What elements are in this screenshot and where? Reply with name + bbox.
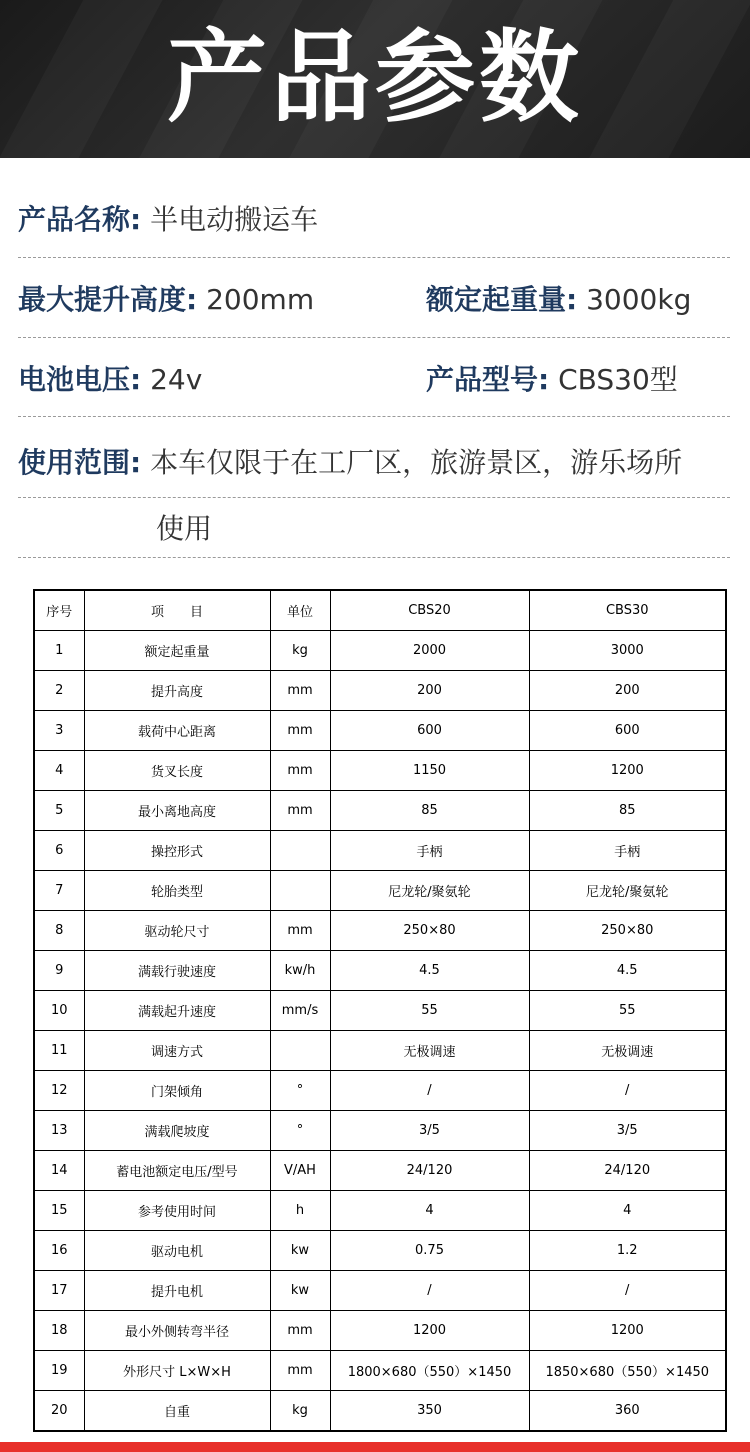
cell-index: 7 [35, 871, 84, 911]
cell-unit: mm [270, 751, 330, 791]
cell-cbs20: / [330, 1271, 529, 1311]
cell-item: 最小外侧转弯半径 [84, 1311, 270, 1351]
cell-item: 外形尺寸 L×W×H [84, 1351, 270, 1391]
cell-cbs20: 55 [330, 991, 529, 1031]
divider [18, 416, 730, 417]
max-lift-label: 最大提升高度: [18, 283, 198, 316]
cell-cbs30: 3/5 [529, 1111, 725, 1151]
cell-index: 15 [35, 1191, 84, 1231]
cell-cbs30: 手柄 [529, 831, 725, 871]
cell-cbs20: 1800×680（550）×1450 [330, 1351, 529, 1391]
cell-unit: kw [270, 1231, 330, 1271]
table-row [35, 911, 725, 951]
cell-cbs20: 手柄 [330, 831, 529, 871]
cell-item: 货叉长度 [84, 751, 270, 791]
cell-index: 16 [35, 1231, 84, 1271]
cell-cbs20: 3/5 [330, 1111, 529, 1151]
cell-cbs20: 4.5 [330, 951, 529, 991]
cell-unit: h [270, 1191, 330, 1231]
cell-cbs30: 85 [529, 791, 725, 831]
cell-cbs20: 350 [330, 1391, 529, 1431]
header-cell-unit: 单位 [270, 591, 330, 631]
cell-index: 20 [35, 1391, 84, 1431]
lift-load-row [18, 278, 730, 322]
cell-index: 3 [35, 711, 84, 751]
cell-cbs30: 4.5 [529, 951, 725, 991]
table-row [35, 1071, 725, 1111]
cell-cbs20: 尼龙轮/聚氨轮 [330, 871, 529, 911]
battery-label: 电池电压: [18, 363, 142, 396]
model-label: 产品型号: [426, 363, 550, 396]
cell-unit: kg [270, 1391, 330, 1431]
cell-unit: kw [270, 1271, 330, 1311]
cell-item: 额定起重量 [84, 631, 270, 671]
cell-item: 蓄电池额定电压/型号 [84, 1151, 270, 1191]
cell-item: 满载行驶速度 [84, 951, 270, 991]
battery-model-row [18, 358, 730, 402]
cell-cbs20: 1200 [330, 1311, 529, 1351]
cell-unit [270, 1031, 330, 1071]
cell-cbs20: 200 [330, 671, 529, 711]
table-row [35, 1311, 725, 1351]
cell-unit: kg [270, 631, 330, 671]
table-row [35, 751, 725, 791]
cell-cbs20: 无极调速 [330, 1031, 529, 1071]
cell-index: 17 [35, 1271, 84, 1311]
cell-cbs20: 85 [330, 791, 529, 831]
cell-cbs30: 55 [529, 991, 725, 1031]
cell-cbs20: 0.75 [330, 1231, 529, 1271]
cell-index: 5 [35, 791, 84, 831]
cell-item: 最小离地高度 [84, 791, 270, 831]
cell-index: 9 [35, 951, 84, 991]
cell-item: 调速方式 [84, 1031, 270, 1071]
cell-index: 11 [35, 1031, 84, 1071]
divider [18, 557, 730, 558]
table-row [35, 1391, 725, 1431]
cell-item: 驱动电机 [84, 1231, 270, 1271]
cell-cbs30: 尼龙轮/聚氨轮 [529, 871, 725, 911]
cell-unit: mm [270, 671, 330, 711]
cell-index: 10 [35, 991, 84, 1031]
cell-cbs30: 1.2 [529, 1231, 725, 1271]
cell-index: 14 [35, 1151, 84, 1191]
cell-unit: mm [270, 711, 330, 751]
cell-cbs30: 24/120 [529, 1151, 725, 1191]
table-row [35, 671, 725, 711]
cell-cbs20: / [330, 1071, 529, 1111]
cell-item: 满载爬坡度 [84, 1111, 270, 1151]
page-header [0, 0, 750, 158]
cell-item: 自重 [84, 1391, 270, 1431]
cell-index: 13 [35, 1111, 84, 1151]
divider [18, 337, 730, 338]
cell-item: 参考使用时间 [84, 1191, 270, 1231]
usage-value-line1: 本车仅限于在工厂区，旅游景区，游乐场所 [150, 446, 683, 479]
product-name-value: 半电动搬运车 [150, 203, 319, 236]
cell-unit [270, 831, 330, 871]
table-row [35, 1351, 725, 1391]
cell-unit: kw/h [270, 951, 330, 991]
product-name-row [18, 198, 730, 242]
rated-load-label: 额定起重量: [426, 283, 578, 316]
cell-item: 操控形式 [84, 831, 270, 871]
table-row [35, 631, 725, 671]
cell-item: 提升高度 [84, 671, 270, 711]
table-row [35, 1231, 725, 1271]
table-row [35, 1271, 725, 1311]
cell-index: 19 [35, 1351, 84, 1391]
cell-unit: V/AH [270, 1151, 330, 1191]
product-name-label: 产品名称: [18, 203, 142, 236]
accent-bar [0, 1442, 750, 1452]
divider [18, 257, 730, 258]
cell-cbs20: 4 [330, 1191, 529, 1231]
cell-unit: mm/s [270, 991, 330, 1031]
cell-cbs30: 250×80 [529, 911, 725, 951]
cell-item: 满载起升速度 [84, 991, 270, 1031]
cell-cbs30: 600 [529, 711, 725, 751]
page-title: 产品参数 [167, 18, 583, 136]
cell-cbs30: 200 [529, 671, 725, 711]
table-row [35, 1031, 725, 1071]
cell-cbs30: 无极调速 [529, 1031, 725, 1071]
table-row [35, 871, 725, 911]
cell-cbs20: 2000 [330, 631, 529, 671]
cell-index: 6 [35, 831, 84, 871]
cell-item: 轮胎类型 [84, 871, 270, 911]
table-row [35, 1151, 725, 1191]
cell-cbs20: 24/120 [330, 1151, 529, 1191]
usage-row-continued [156, 507, 716, 551]
divider [18, 497, 730, 498]
cell-item: 提升电机 [84, 1271, 270, 1311]
table-row [35, 1111, 725, 1151]
cell-cbs30: 3000 [529, 631, 725, 671]
cell-index: 2 [35, 671, 84, 711]
cell-unit: ° [270, 1111, 330, 1151]
table-row [35, 991, 725, 1031]
table-row [35, 951, 725, 991]
cell-cbs30: 1200 [529, 751, 725, 791]
header-cell-item: 项 目 [84, 591, 270, 631]
cell-cbs30: 1850×680（550）×1450 [529, 1351, 725, 1391]
cell-unit: mm [270, 791, 330, 831]
spec-table [33, 589, 727, 1432]
cell-cbs30: 4 [529, 1191, 725, 1231]
cell-cbs30: 360 [529, 1391, 725, 1431]
cell-cbs30: / [529, 1271, 725, 1311]
cell-unit: mm [270, 911, 330, 951]
table-row [35, 791, 725, 831]
cell-unit: mm [270, 1351, 330, 1391]
table-header-row [35, 591, 725, 631]
cell-index: 12 [35, 1071, 84, 1111]
cell-unit [270, 871, 330, 911]
cell-cbs30: 1200 [529, 1311, 725, 1351]
cell-item: 驱动轮尺寸 [84, 911, 270, 951]
cell-index: 8 [35, 911, 84, 951]
usage-label: 使用范围: [18, 446, 142, 479]
table-row [35, 1191, 725, 1231]
battery-value: 24v [150, 363, 203, 396]
model-value: CBS30型 [558, 363, 678, 396]
usage-value-line2: 使用 [156, 512, 213, 545]
max-lift-value: 200mm [206, 283, 315, 316]
cell-index: 4 [35, 751, 84, 791]
cell-item: 门架倾角 [84, 1071, 270, 1111]
usage-row [18, 441, 730, 485]
rated-load-value: 3000kg [586, 283, 692, 316]
cell-index: 18 [35, 1311, 84, 1351]
cell-unit: ° [270, 1071, 330, 1111]
cell-index: 1 [35, 631, 84, 671]
cell-item: 载荷中心距离 [84, 711, 270, 751]
cell-cbs20: 250×80 [330, 911, 529, 951]
cell-cbs20: 1150 [330, 751, 529, 791]
cell-unit: mm [270, 1311, 330, 1351]
table-row [35, 831, 725, 871]
cell-cbs30: / [529, 1071, 725, 1111]
header-cell-index: 序号 [35, 591, 84, 631]
header-cell-cbs20: CBS20 [330, 591, 529, 631]
cell-cbs20: 600 [330, 711, 529, 751]
header-cell-cbs30: CBS30 [529, 591, 725, 631]
table-row [35, 711, 725, 751]
